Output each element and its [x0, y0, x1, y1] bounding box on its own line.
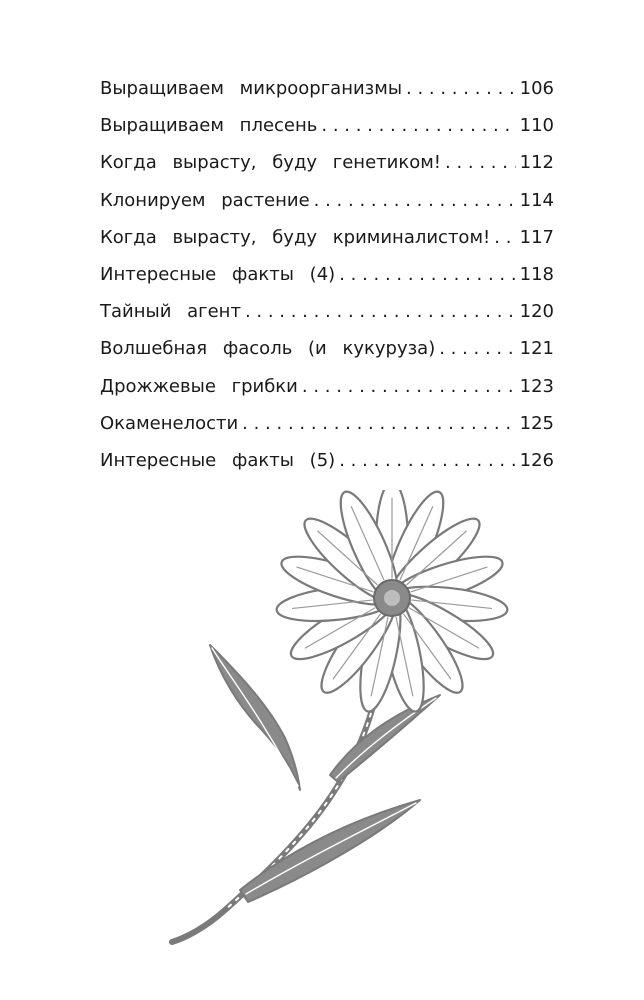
toc-entry[interactable] — [100, 330, 554, 367]
toc-leader-dots — [321, 107, 515, 144]
toc-entry-page: 126 — [519, 449, 554, 471]
leaf-right — [330, 695, 440, 782]
toc-entry[interactable] — [100, 293, 554, 330]
toc-entry[interactable] — [100, 182, 554, 219]
toc-entry-page: 121 — [519, 338, 554, 360]
toc-entry[interactable] — [100, 144, 554, 181]
toc-leader-dots — [302, 368, 516, 405]
toc-entry-page: 112 — [519, 152, 554, 174]
toc-entry[interactable] — [100, 70, 554, 107]
toc-entry-page: 123 — [519, 375, 554, 397]
toc-entry-title: Тайный агент — [100, 301, 241, 323]
flower-stem — [172, 665, 382, 942]
toc-entry-page: 110 — [519, 115, 554, 137]
toc-leader-dots — [439, 330, 515, 367]
toc-entry[interactable] — [100, 405, 554, 442]
toc-entry-title: Когда вырасту, буду криминалистом! — [100, 226, 491, 248]
toc-entry-title: Дрожжевые грибки — [100, 375, 298, 397]
toc-entry-page: 106 — [519, 78, 554, 99]
calendula-flower-illustration — [160, 490, 520, 950]
toc-entry-page: 120 — [519, 301, 554, 323]
toc-leader-dots — [314, 182, 516, 219]
toc-leader-dots — [494, 219, 515, 256]
toc-entry-title: Выращиваем микроорганизмы — [100, 78, 403, 99]
toc-entry-title: Выращиваем плесень — [100, 115, 318, 137]
toc-leader-dots — [445, 144, 516, 181]
toc-entry-title: Когда вырасту, буду генетиком! — [100, 152, 442, 174]
toc-entry[interactable] — [100, 442, 554, 479]
flower-head — [275, 490, 509, 715]
toc-leader-dots — [242, 405, 515, 442]
toc-entry[interactable] — [100, 368, 554, 405]
toc-entry-title: Клонируем растение — [100, 189, 310, 211]
toc-entry[interactable] — [100, 107, 554, 144]
toc-entry[interactable] — [100, 256, 554, 293]
toc-entry-title: Волшебная фасоль (и кукуруза) — [100, 338, 436, 360]
toc-leader-dots — [339, 442, 515, 479]
toc-entry-title: Интересные факты (5) — [100, 449, 336, 471]
toc-entry-title: Окаменелости — [100, 412, 239, 434]
toc-entry-page: 117 — [519, 226, 554, 248]
toc-entry[interactable] — [100, 219, 554, 256]
table-of-contents — [100, 70, 554, 479]
toc-leader-dots — [406, 70, 516, 107]
toc-entry-page: 114 — [519, 189, 554, 211]
toc-leader-dots — [339, 256, 515, 293]
toc-entry-page: 118 — [519, 263, 554, 285]
toc-entry-page: 125 — [519, 412, 554, 434]
toc-leader-dots — [245, 293, 516, 330]
toc-entry-title: Интересные факты (4) — [100, 263, 336, 285]
